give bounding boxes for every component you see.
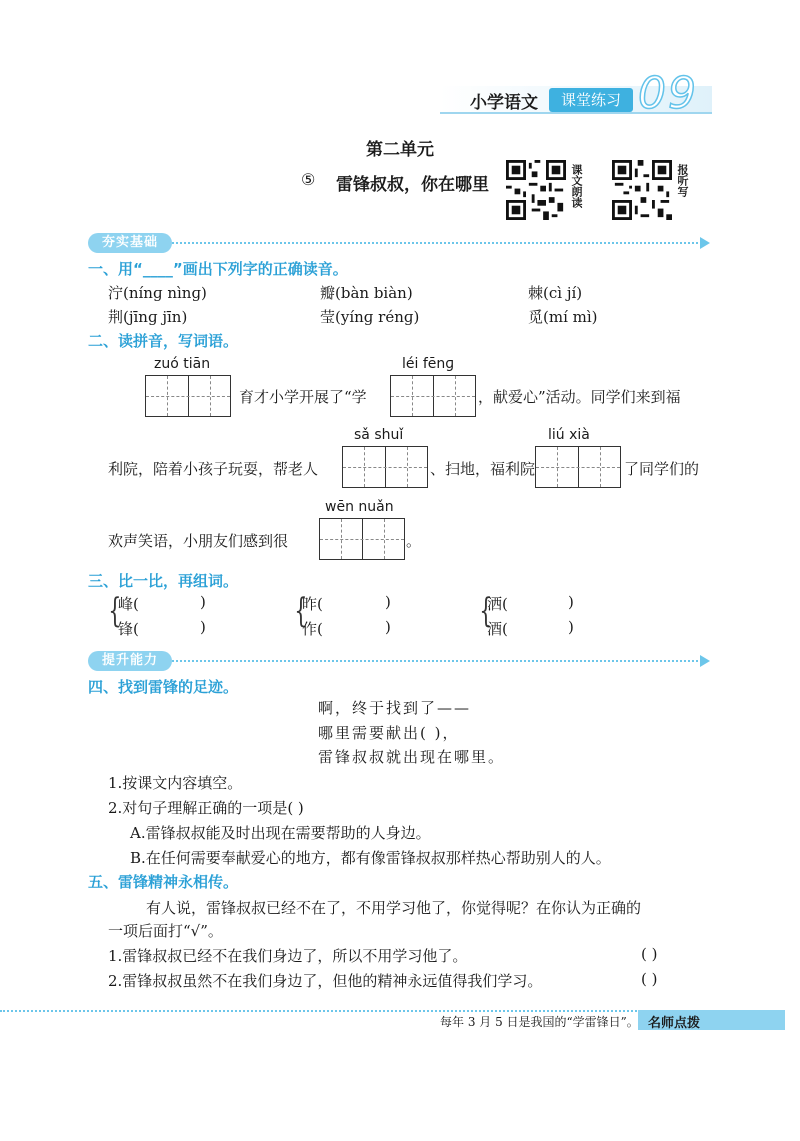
q5-item: 2.雷锋叔叔虽然不在我们身边了，但他的精神永远值得我们学习。 — [108, 972, 543, 990]
q4-sub-question: 1.按课文内容填空。 — [108, 774, 243, 792]
q2-text: ，献爱心”活动。同学们来到福 — [478, 388, 681, 406]
pinyin-label: zuó tiān — [154, 356, 211, 372]
q3-close-paren[interactable]: ) — [385, 618, 391, 636]
qr-code-dictation-icon[interactable] — [612, 160, 672, 220]
q3-char: 酒( — [487, 620, 508, 638]
brace-icon: { — [108, 591, 122, 631]
section-bar-basics — [88, 233, 710, 253]
unit-title: 第二单元 — [366, 140, 434, 160]
pinyin-label: wēn nuǎn — [325, 499, 394, 515]
subject-label: 小学语文 — [470, 93, 538, 113]
qr-reading-label: 课文朗读 — [570, 164, 583, 208]
q3-close-paren[interactable]: ) — [200, 593, 206, 611]
section-divider — [168, 242, 698, 244]
q4-option-a[interactable]: A.雷锋叔叔能及时出现在需要帮助的人身边。 — [130, 824, 431, 842]
pinyin-label: léi fēnɡ — [402, 356, 455, 372]
question-2-heading: 二、读拼音，写词语。 — [88, 332, 239, 350]
lesson-title: 雷锋叔叔，你在哪里 — [336, 175, 489, 195]
q2-text: 育才小学开展了“学 — [239, 388, 367, 406]
q1-item[interactable]: 棘(cì jí) — [528, 284, 583, 302]
tian-grid-input[interactable] — [390, 375, 476, 417]
lesson-number: ⑤ — [301, 170, 316, 189]
q3-char: 洒( — [487, 595, 508, 613]
question-1-heading: 一、用“____”画出下列字的正确读音。 — [88, 260, 348, 278]
q5-item: 1.雷锋叔叔已经不在我们身边了，所以不用学习他了。 — [108, 947, 468, 965]
arrow-right-icon — [700, 655, 710, 667]
q3-close-paren[interactable]: ) — [200, 618, 206, 636]
q4-sub-question[interactable]: 2.对句子理解正确的一项是( ) — [108, 799, 304, 817]
q3-close-paren[interactable]: ) — [385, 593, 391, 611]
page-number: 09 — [638, 68, 698, 119]
qr-code-reading-icon[interactable] — [506, 160, 566, 220]
q1-item[interactable]: 泞(nínɡ nìnɡ) — [108, 284, 207, 302]
poem-line[interactable]: 哪里需要献出( )， — [318, 724, 460, 742]
q2-text: 。 — [406, 532, 422, 550]
q2-text: 欢声笑语，小朋友们感到很 — [108, 532, 289, 550]
q3-char: 昨( — [302, 595, 323, 613]
poem-line: 啊，终于找到了—— — [318, 699, 472, 717]
tian-grid-input[interactable] — [535, 446, 621, 488]
tian-grid-input[interactable] — [145, 375, 231, 417]
q3-char: 锋( — [118, 620, 139, 638]
q3-close-paren[interactable]: ) — [568, 593, 574, 611]
section-heading: 提升能力 — [88, 651, 172, 671]
tian-grid-input[interactable] — [319, 518, 405, 560]
q5-answer-paren[interactable]: ( ) — [641, 970, 658, 988]
section-bar-improve — [88, 651, 710, 671]
q4-option-b[interactable]: B.在任何需要奉献爱心的地方，都有像雷锋叔叔那样热心帮助别人的人。 — [130, 849, 611, 867]
q1-item[interactable]: 觅(mí mì) — [528, 308, 598, 326]
q5-intro: 一项后面打“√”。 — [108, 922, 223, 940]
exercise-pill: 课堂练习 — [549, 88, 633, 112]
q3-char: 峰( — [118, 595, 139, 613]
section-heading: 夯实基础 — [88, 233, 172, 253]
q3-close-paren[interactable]: ) — [568, 618, 574, 636]
question-5-heading: 五、雷锋精神永相传。 — [88, 873, 239, 891]
q1-item[interactable]: 莹(yínɡ rénɡ) — [320, 308, 420, 326]
q5-intro: 有人说，雷锋叔叔已经不在了，不用学习他了，你觉得呢？在你认为正确的 — [146, 899, 642, 917]
q2-text: 利院，陪着小孩子玩耍，帮老人 — [108, 460, 319, 478]
q1-item[interactable]: 瓣(bàn biàn) — [320, 284, 413, 302]
arrow-right-icon — [700, 237, 710, 249]
brace-icon: { — [294, 591, 308, 631]
poem-line: 雷锋叔叔就出现在哪里。 — [318, 748, 506, 766]
pinyin-label: sǎ shuǐ — [354, 427, 404, 443]
question-3-heading: 三、比一比，再组词。 — [88, 572, 239, 590]
q1-item[interactable]: 荆(jīnɡ jīn) — [108, 308, 188, 326]
footer-note: 每年 3 月 5 日是我国的“学雷锋日”。 — [440, 1015, 639, 1029]
q5-answer-paren[interactable]: ( ) — [641, 945, 658, 963]
brace-icon: { — [479, 591, 493, 631]
footer-tab-label: 名师点拨 — [648, 1016, 701, 1031]
q3-char: 作( — [302, 620, 323, 638]
question-4-heading: 四、找到雷锋的足迹。 — [88, 678, 239, 696]
qr-dictation-label: 报听写 — [676, 164, 689, 197]
section-divider — [168, 660, 698, 662]
q2-text: 了同学们的 — [624, 460, 700, 478]
q2-text: 、扫地，福利院 — [430, 460, 536, 478]
pinyin-label: liú xià — [548, 427, 590, 443]
tian-grid-input[interactable] — [342, 446, 428, 488]
